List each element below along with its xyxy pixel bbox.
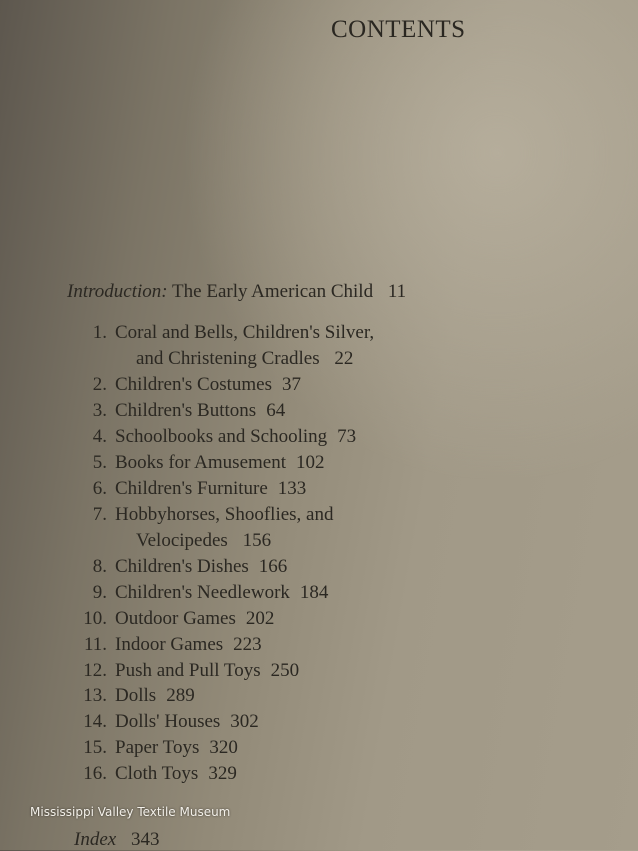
chapter-page: 73 [337, 426, 357, 447]
contents-heading: CONTENTS [331, 16, 466, 43]
chapter-title: Children's Costumes [115, 374, 273, 395]
chapter-number: 5. [92, 452, 107, 473]
chapter-page: 156 [242, 530, 272, 551]
toc-entry [65, 452, 325, 474]
museum-watermark: Mississippi Valley Textile Museum [30, 805, 231, 819]
chapter-title: Hobbyhorses, Shooflies, and [115, 504, 334, 525]
chapter-title: Children's Needlework [115, 582, 290, 603]
chapter-number: 1. [92, 322, 107, 343]
index-label: Index [74, 829, 117, 850]
toc-entry [65, 634, 262, 656]
toc-entry [65, 711, 259, 733]
toc-entry [65, 737, 238, 759]
toc-entry [65, 582, 328, 604]
chapter-number: 2. [92, 374, 107, 395]
chapter-title: Coral and Bells, Children's Silver, [115, 322, 375, 343]
chapter-page: 289 [166, 685, 195, 706]
intro-page: 11 [387, 281, 407, 302]
toc-entry [65, 322, 374, 344]
toc-introduction [67, 281, 406, 303]
chapter-number: 12. [83, 660, 107, 681]
chapter-title: Dolls' Houses [115, 711, 221, 732]
chapter-number: 9. [92, 582, 107, 603]
chapter-title: Books for Amusement [115, 452, 286, 473]
chapter-title: Push and Pull Toys [115, 660, 261, 681]
toc-entry [65, 374, 301, 396]
chapter-number: 6. [92, 478, 107, 499]
chapter-page: 302 [230, 711, 259, 732]
chapter-number: 15. [83, 737, 107, 758]
toc-entry [65, 660, 299, 682]
chapter-page: 202 [245, 608, 275, 629]
chapter-page: 320 [209, 737, 238, 758]
chapter-page: 250 [270, 660, 300, 681]
index-page: 343 [130, 829, 160, 850]
intro-label: Introduction: [67, 281, 168, 302]
toc-entry [65, 763, 237, 785]
chapter-page: 102 [296, 452, 325, 473]
toc-entry [65, 478, 306, 500]
chapter-title: Children's Buttons [115, 400, 257, 421]
toc-entry-continuation [136, 530, 271, 552]
chapter-title: Paper Toys [115, 737, 200, 758]
chapter-number: 11. [83, 634, 107, 655]
chapter-title: Dolls [115, 685, 157, 706]
chapter-number: 13. [83, 685, 107, 706]
chapter-title-continued: and Christening Cradles [136, 348, 320, 369]
toc-entry [65, 426, 356, 448]
chapter-page: 223 [233, 634, 262, 655]
chapter-title-continued: Velocipedes [136, 530, 228, 551]
chapter-number: 4. [92, 426, 107, 447]
chapter-page: 133 [277, 478, 307, 499]
chapter-page: 37 [282, 374, 302, 395]
chapter-number: 8. [92, 556, 107, 577]
intro-title: The Early American Child [172, 281, 374, 302]
chapter-number: 7. [92, 504, 107, 525]
chapter-page: 329 [208, 763, 237, 784]
chapter-title: Indoor Games [115, 634, 224, 655]
chapter-number: 16. [83, 763, 107, 784]
chapter-page: 64 [266, 400, 286, 421]
chapter-title: Schoolbooks and Schooling [115, 426, 328, 447]
chapter-page: 22 [334, 348, 354, 369]
chapter-title: Cloth Toys [115, 763, 199, 784]
chapter-number: 10. [83, 608, 107, 629]
toc-entry-continuation [136, 348, 353, 370]
toc-entry [65, 608, 274, 630]
toc-entry [65, 556, 287, 578]
toc-entry [65, 400, 285, 422]
chapter-page: 166 [258, 556, 288, 577]
chapter-number: 14. [83, 711, 107, 732]
chapter-page: 184 [299, 582, 329, 603]
toc-entry [65, 685, 195, 707]
toc-entry [65, 504, 333, 526]
chapter-title: Outdoor Games [115, 608, 236, 629]
toc-index [74, 829, 159, 851]
chapter-title: Children's Furniture [115, 478, 268, 499]
chapter-number: 3. [92, 400, 107, 421]
chapter-title: Children's Dishes [115, 556, 249, 577]
